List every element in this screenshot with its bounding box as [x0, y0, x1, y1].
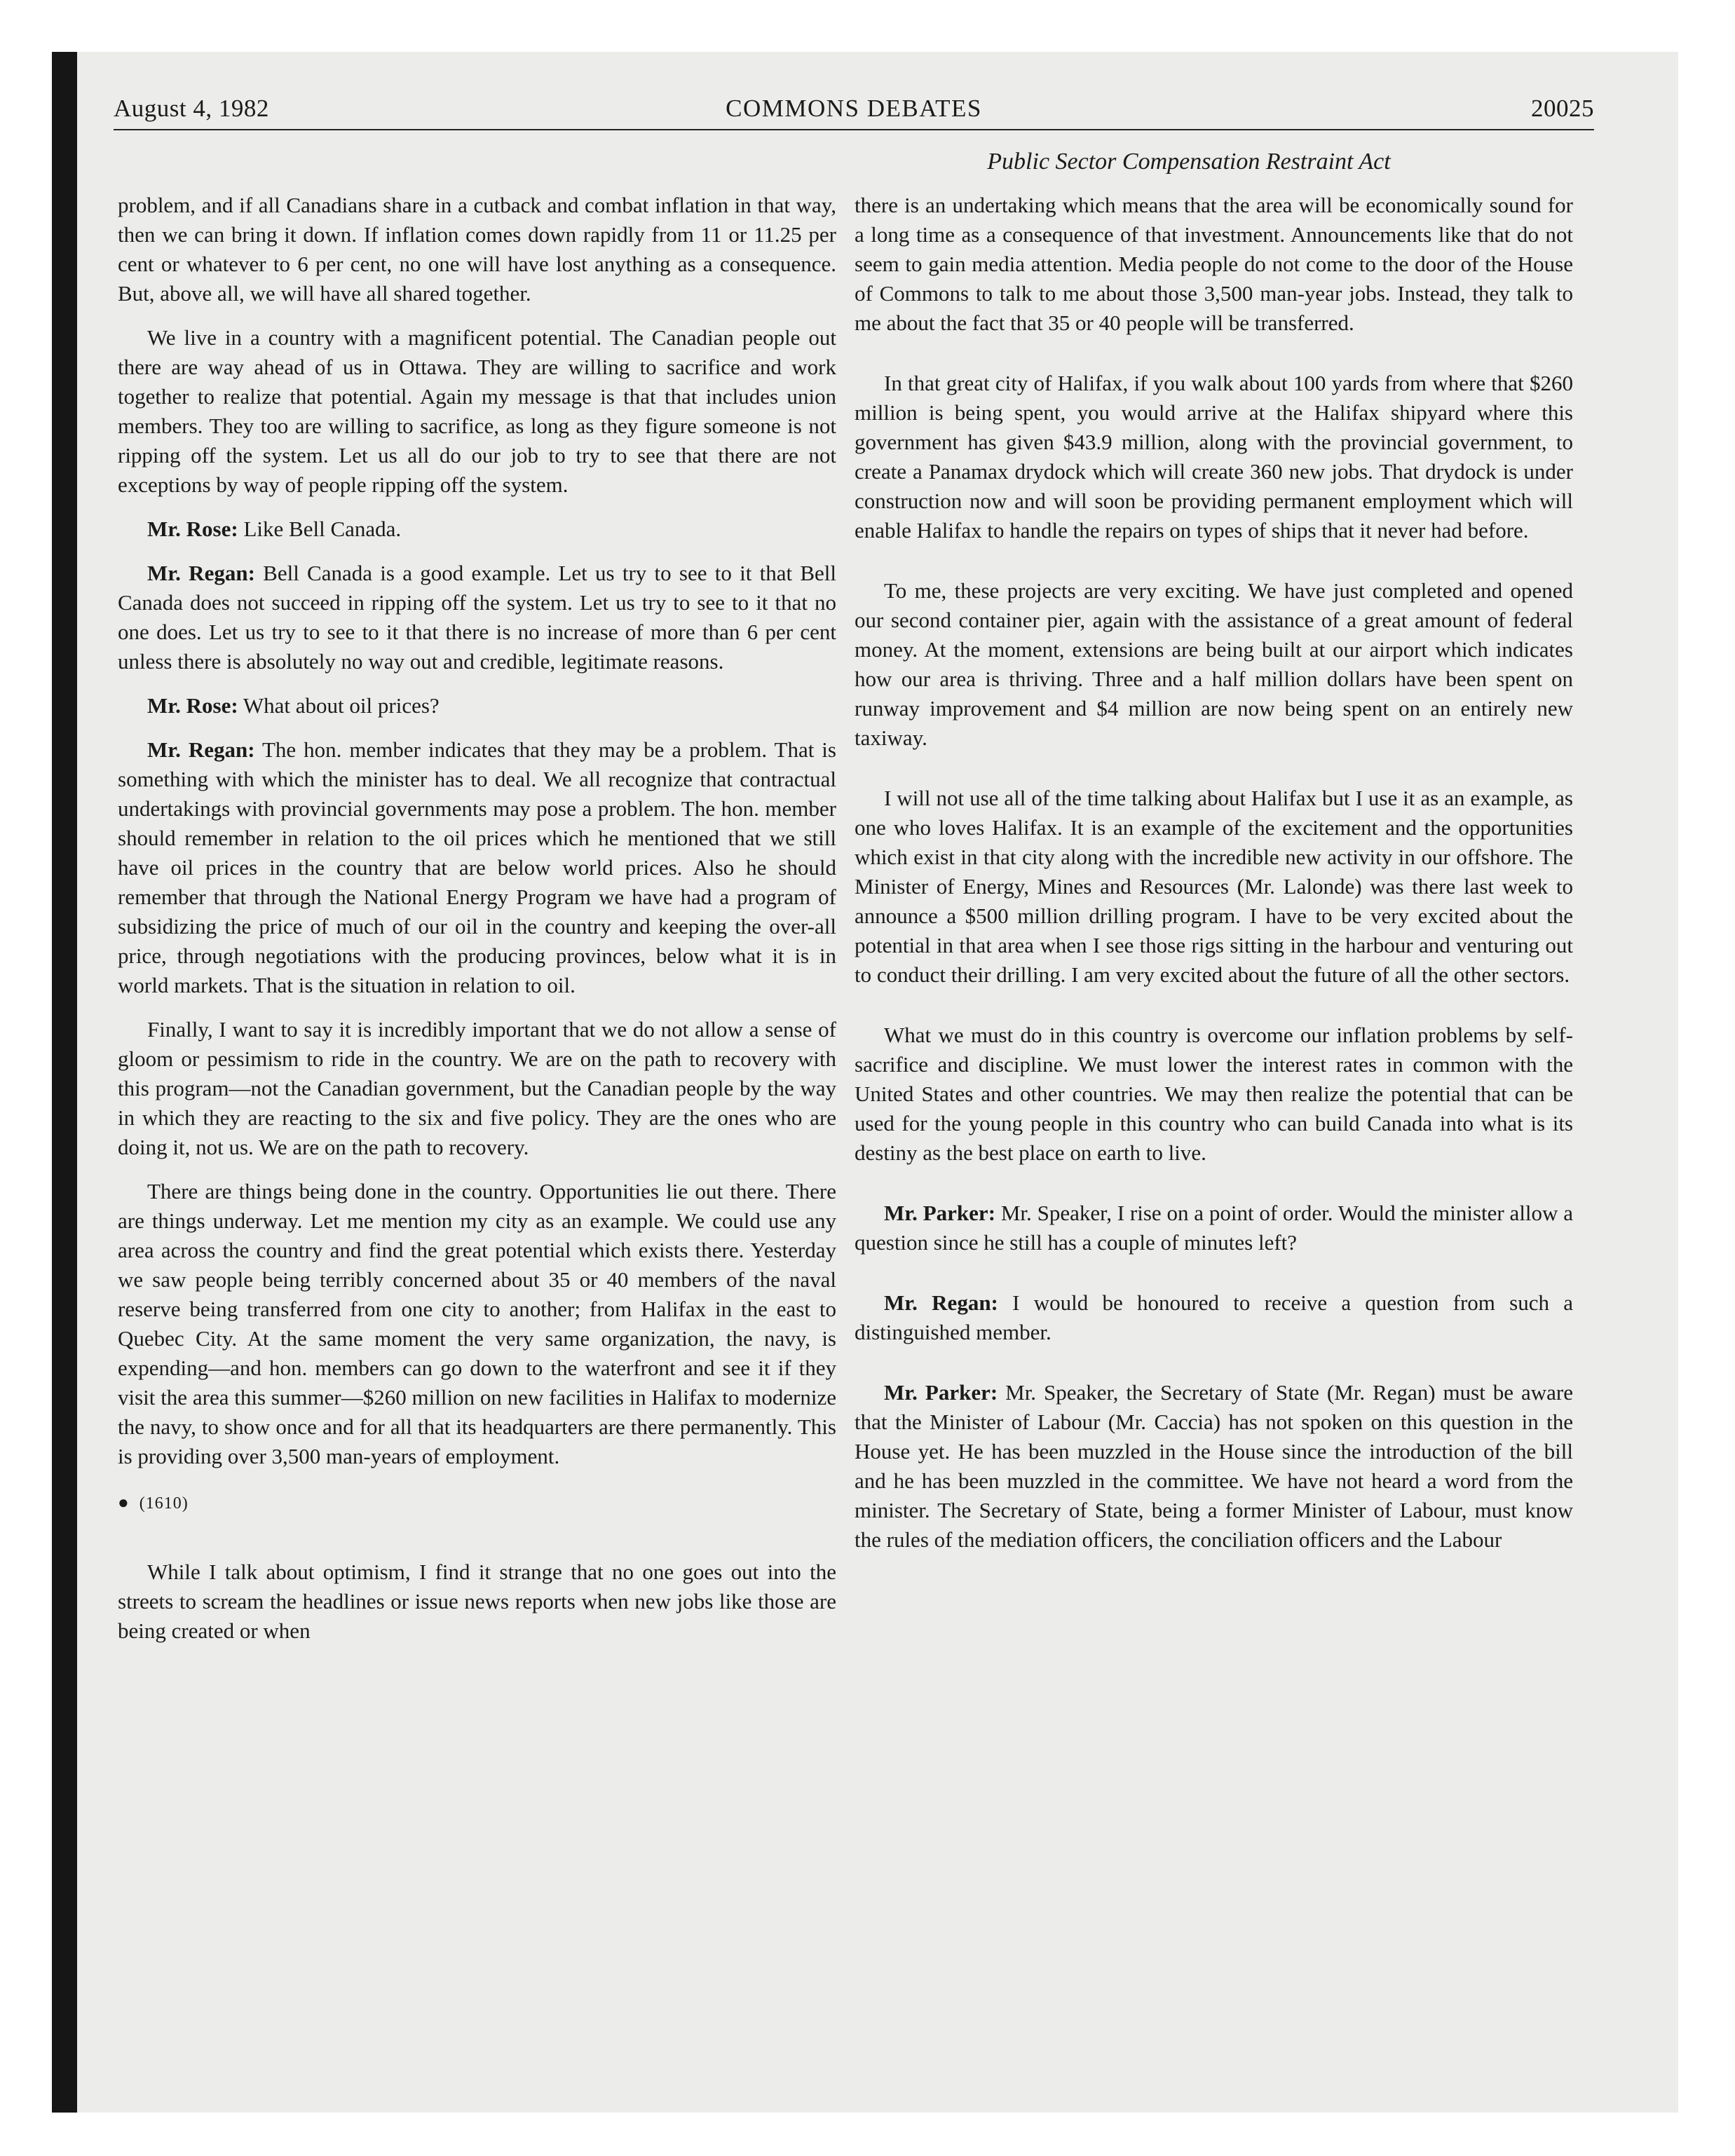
speaker-name: Mr. Regan:: [147, 737, 255, 762]
speech-text: The hon. member indicates that they may be a problem. That is something with which the minister has to deal. We all recognize that contractual undertakings with provincial governments may pose a problem. The hon. member should remember in relation to the oil prices which he mentioned that we still have oil prices in the country that are below world prices. Also he should remember that through the National Energy Program we have had a program of subsidizing the price of much of our oil in the country and keeping the over-all price, through negotiations with the producing provinces, below what it is in world markets. That is the situation in relation to oil.: [118, 737, 836, 997]
running-head: Public Sector Compensation Restraint Act: [987, 149, 1391, 175]
speech-text: Bell Canada is a good example. Let us try to see to it that Bell Canada does not succeed in ripping off the system. Let us try to see to it that no one does. Let us try to see to it that there is no increase of more than 6 per cent unless there is absolutely no way out and credible, legitimate reasons.: [118, 561, 836, 674]
speech-text: Like Bell Canada.: [238, 517, 402, 541]
paragraph: Finally, I want to say it is incredibly important that we do not allow a sense of gloom or pessimism to ride in the country. We are on the path to recovery with this program—not the Canadian government, but the Canadian people by the way in which they are reacting to the six and five policy. They are the ones who are doing it, not us. We are on the path to recovery.: [118, 1017, 836, 1159]
page-number: 20025: [1531, 95, 1594, 122]
paragraph: There are things being done in the country. Opportunities lie out there. There are things underway. Let me mention my city as an example. We could use any area across the country and find the great potential which exists there. Yesterday we saw people being terribly concerned about 35 or 40 members of the naval reserve being transferred from one city to another; from Halifax in the east to Quebec City. At the same moment the very same organization, the navy, is expending—and hon. members can go down to the waterfront and see it if they visit the area this summer—$260 million on new facilities in Halifax to modernize the navy, to show once and for all that its headquarters are there permanently. This is providing over 3,500 man-years of employment.: [118, 1179, 836, 1468]
bullet-dot-icon: ●: [118, 1492, 130, 1513]
paragraph: In that great city of Halifax, if you walk about 100 yards from where that $260 million is being spent, you would arrive at the Halifax shipyard where this government has given $43.9 million, along with the provincial government, to create a Panamax drydock which will create 360 new jobs. That drydock is under construction now and will soon be providing permanent employment which will enable Halifax to handle the repairs on types of ships that it never had before.: [855, 371, 1573, 543]
page-header: [114, 95, 1594, 137]
speech-paragraph: [118, 691, 836, 721]
speech-text: I would be honoured to receive a question from such a distinguished member.: [855, 1290, 1573, 1344]
paragraph: While I talk about optimism, I find it strange that no one goes out into the streets to scream the headlines or issue news reports when new jobs like those are being created or when: [118, 1560, 836, 1643]
binding-edge: [52, 52, 77, 2113]
speaker-name: Mr. Rose:: [147, 693, 238, 718]
time-marker-text: (1610): [139, 1494, 189, 1513]
speaker-name: Mr. Regan:: [147, 561, 255, 585]
speech-paragraph: [855, 1378, 1573, 1555]
publication-title: COMMONS DEBATES: [726, 95, 982, 122]
paragraph: I will not use all of the time talking about Halifax but I use it as an example, as one who loves Halifax. It is an example of the excitement and the opportunities which exist in that city along with the incredible new activity in our offshore. The Minister of Energy, Mines and Resources (Mr. Lalonde) was there last week to announce a $500 million drilling program. I have to be very excited about the potential in that area when I see those rigs sitting in the harbour and venturing out to conduct their drilling. I am very excited about the future of all the other sectors.: [855, 786, 1573, 987]
paragraph: problem, and if all Canadians share in a cutback and combat inflation in that way, then we can bring it down. If inflation comes down rapidly from 11 or 11.25 per cent or whatever to 6 per cent, no one will have lost anything as a consequence. But, above all, we will have all shared together.: [118, 193, 836, 306]
right-column: [855, 191, 1573, 1569]
header-rule: [114, 129, 1594, 130]
speaker-name: Mr. Rose:: [147, 517, 238, 541]
speech-paragraph: [118, 559, 836, 676]
speaker-name: Mr. Parker:: [884, 1201, 996, 1225]
time-marker: [118, 1488, 836, 1518]
speaker-name: Mr. Parker:: [884, 1380, 998, 1405]
paragraph: We live in a country with a magnificent potential. The Canadian people out there are way ahead of us in Ottawa. They are willing to sacrifice and work together to realize that potential. Again my message is that that includes union members. They too are willing to sacrifice, as long as they figure someone is not ripping off the system. Let us all do our job to try to see that there are not exceptions by way of people ripping off the system.: [118, 325, 836, 497]
speech-paragraph: [855, 1199, 1573, 1257]
paragraph: What we must do in this country is overcome our inflation problems by self-sacrifice and discipline. We must lower the interest rates in common with the United States and other countries. We may then realize the potential that can be used for the young people in this country who can build Canada into what is its destiny as the best place on earth to live.: [855, 1023, 1573, 1165]
paragraph: there is an undertaking which means that the area will be economically sound for a long time as a consequence of that investment. Announcements like that do not seem to gain media attention. Media people do not come to the door of the House of Commons to talk to me about those 3,500 man-year jobs. Instead, they talk to me about the fact that 35 or 40 people will be transferred.: [855, 193, 1573, 335]
speech-text: Mr. Speaker, I rise on a point of order. Would the minister allow a question since he still has a couple of minutes left?: [855, 1201, 1574, 1255]
speaker-name: Mr. Regan:: [884, 1290, 998, 1315]
speech-paragraph: [118, 514, 836, 544]
header-date: August 4, 1982: [114, 95, 269, 122]
speech-paragraph: [855, 1288, 1573, 1347]
paragraph: To me, these projects are very exciting. We have just completed and opened our second container pier, again with the assistance of a great amount of federal money. At the moment, extensions are being built at our airport which indicates how our area is thriving. Three and a half million dollars have been spent on runway improvement and $4 million are now being spent on an entirely new taxiway.: [855, 578, 1573, 750]
speech-paragraph: [118, 735, 836, 1000]
speech-text: Mr. Speaker, the Secretary of State (Mr. Regan) must be aware that the Minister of Labour (Mr. Caccia) has not spoken on this question in the House yet. He has been muzzled in the House since the introduction of the bill and he has been muzzled in the committee. We have not heard a word from the minister. The Secretary of State, being a former Minister of Labour, must know the rules of the mediation officers, the conciliation officers and the Labour: [855, 1380, 1573, 1552]
speech-text: What about oil prices?: [238, 693, 440, 718]
left-column: [118, 191, 836, 1660]
